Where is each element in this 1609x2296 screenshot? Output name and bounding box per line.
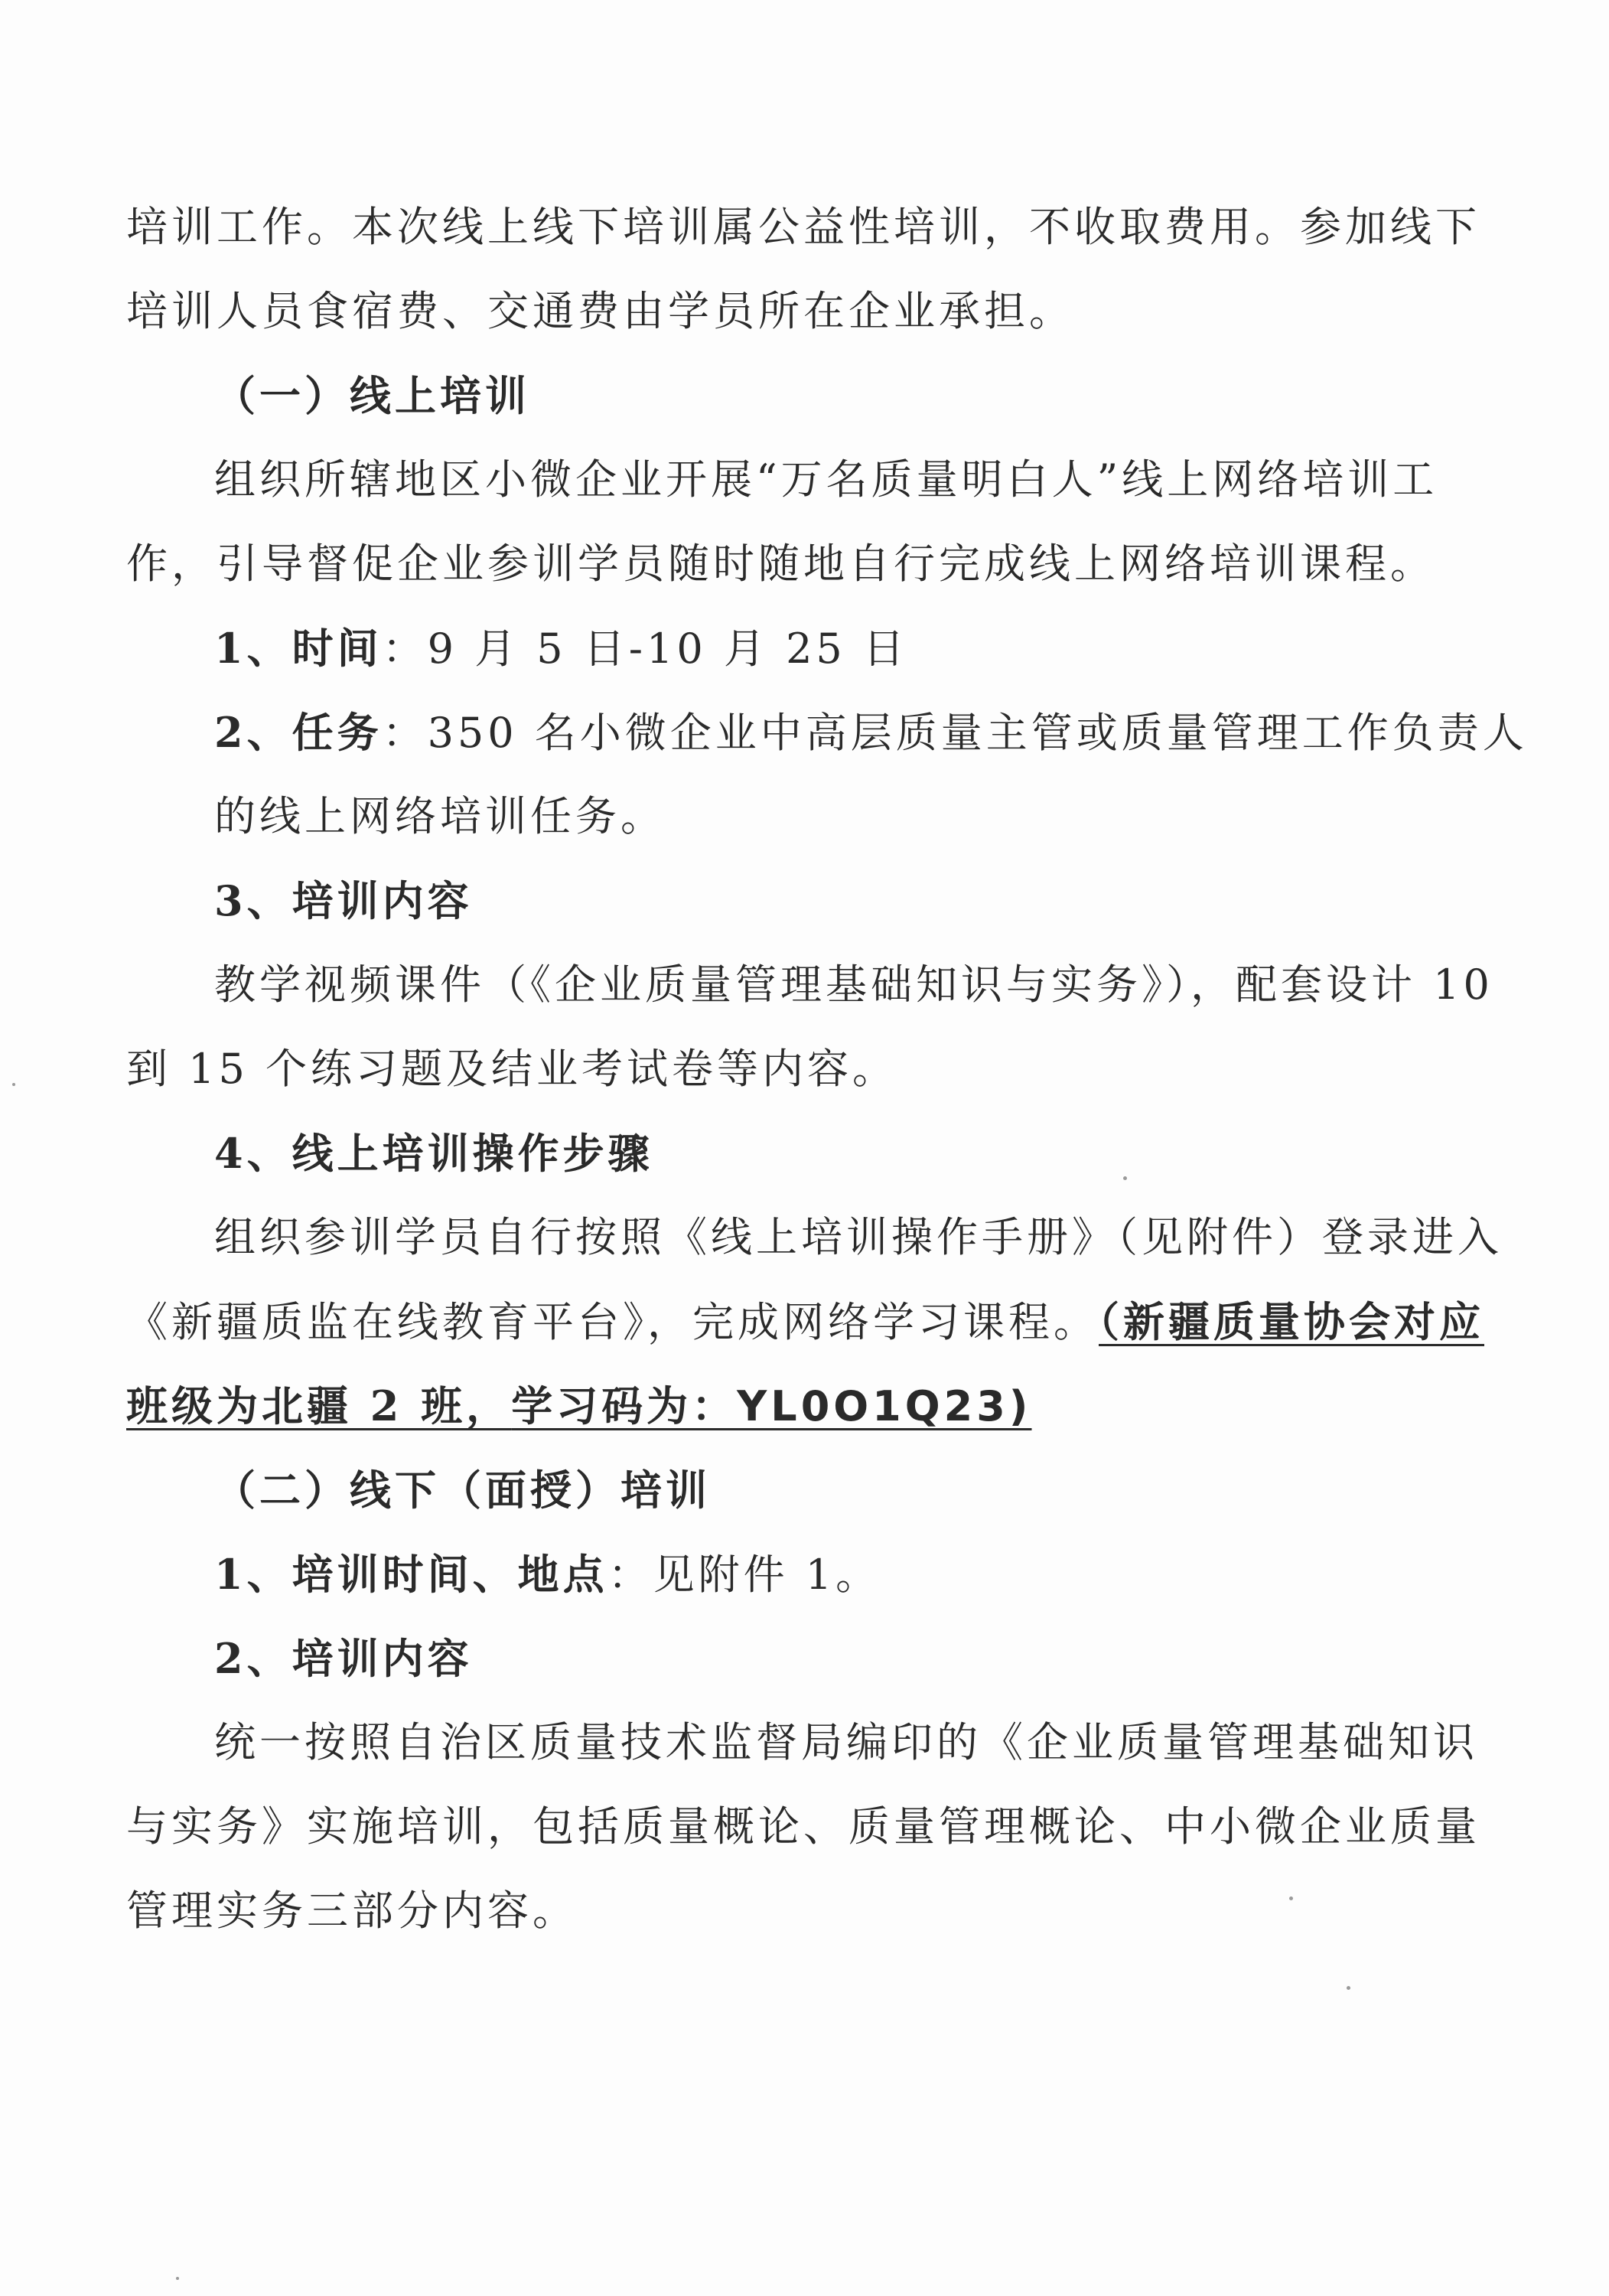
paragraph-line: 作，引导督促企业参训学员随时随地自行完成线上网络培训课程。: [126, 540, 1435, 588]
scan-speck: [1123, 1176, 1127, 1180]
paragraph-line: 与实务》实施培训，包括质量概论、质量管理概论、中小微企业质量: [126, 1802, 1480, 1851]
item-task: [214, 706, 1528, 760]
paragraph-line: 到 15 个练习题及结业考试卷等内容。: [126, 1045, 898, 1093]
paragraph-line: 组织所辖地区小微企业开展“万名质量明白人”线上网络培训工: [214, 455, 1438, 504]
study-code-highlight: 学习码为：YL0O1Q23): [511, 1382, 1032, 1430]
scan-speck: [1289, 1896, 1293, 1900]
scan-speck: [1347, 1986, 1350, 1990]
item-time-place: [214, 1548, 881, 1602]
subheading-training-content: 3、培训内容: [214, 876, 473, 925]
scan-speck: [12, 1083, 15, 1086]
paragraph-line: 管理实务三部分内容。: [126, 1887, 578, 1935]
section-heading-offline-training: （二）线下（面授）培训: [214, 1466, 711, 1515]
paragraph-line: 培训人员食宿费、交通费由学员所在企业承担。: [126, 287, 1074, 335]
paragraph-line: 教学视频课件（《企业质量管理基础知识与实务》），配套设计 10: [214, 960, 1493, 1009]
class-info-highlight: （新疆质量协会对应: [1099, 1297, 1484, 1346]
item-label: 2、任务: [214, 708, 383, 757]
paragraph-line: 组织参训学员自行按照《线上培训操作手册》（见附件）登录进入: [214, 1213, 1503, 1261]
paragraph-line: [126, 1379, 1031, 1433]
item-label: 1、培训时间、地点: [214, 1550, 608, 1599]
item-text: ：350 名小微企业中高层质量主管或质量管理工作负责人: [382, 709, 1528, 757]
paragraph-line: 培训工作。本次线上线下培训属公益性培训，不收取费用。参加线下: [126, 203, 1480, 251]
item-text: ：见附件 1。: [607, 1551, 881, 1599]
subheading-offline-content: 2、培训内容: [214, 1634, 473, 1683]
item-time: [214, 621, 908, 676]
paragraph-line: 的线上网络培训任务。: [214, 792, 666, 840]
item-text: ：9 月 5 日-10 月 25 日: [382, 625, 908, 673]
paragraph-line: 统一按照自治区质量技术监督局编印的《企业质量管理基础知识: [214, 1718, 1478, 1766]
scan-speck: [176, 2277, 179, 2280]
paragraph-line: [126, 1295, 1484, 1349]
platform-text: 《新疆质监在线教育平台》，完成网络学习课程。: [126, 1298, 1099, 1346]
subheading-online-steps: 4、线上培训操作步骤: [214, 1129, 653, 1178]
class-name-highlight: 班级为北疆 2 班，: [126, 1381, 512, 1430]
section-heading-online-training: （一）线上培训: [214, 371, 530, 420]
item-label: 1、时间: [214, 624, 383, 673]
